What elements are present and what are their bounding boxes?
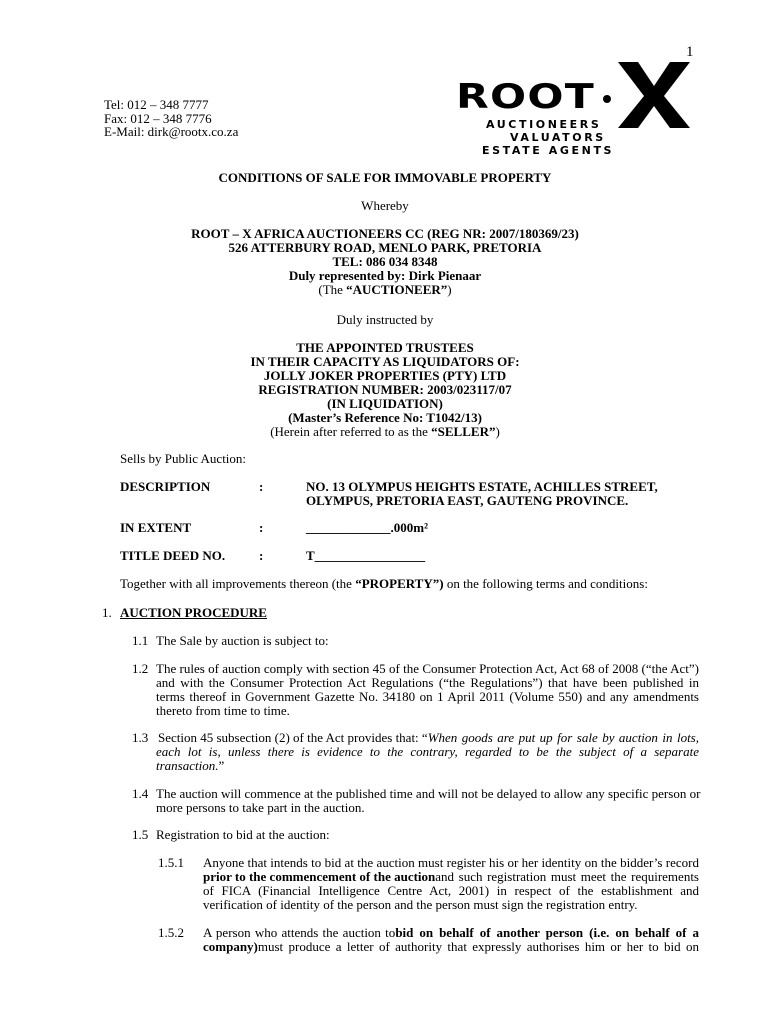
extent-label: IN EXTENT (120, 520, 192, 535)
clause-1-3-quote-end: transaction. (156, 758, 219, 773)
section-heading: AUCTION PROCEDURE (120, 605, 267, 620)
auctioneer-line3: TEL: 086 034 8348 (332, 254, 438, 269)
tel-text: Tel: 012 – 348 7777 (104, 97, 209, 112)
duly-instructed-text: Duly instructed by (336, 312, 434, 327)
clause-1-3-close-quote: ” (218, 758, 225, 773)
together-text (120, 576, 648, 592)
clause-1-3-line2: each lot is, unless there is evidence to the contrary, regarded to be the subject of a separate (156, 744, 699, 759)
auctioneer-label: “AUCTIONEER” (346, 282, 448, 297)
clause-1-2-line1: The rules of auction comply with section 45 of the Consumer Protection Act, Act 68 of 2008 (“the Act”) (156, 661, 699, 676)
clause-1-3-quote-start: When goods are put up for sale by auction in lots, (427, 730, 699, 745)
document-title: CONDITIONS OF SALE FOR IMMOVABLE PROPERTY (218, 170, 552, 185)
whereby-text: Whereby (361, 198, 409, 213)
description-value-line1: NO. 13 OLYMPUS HEIGHTS ESTATE, ACHILLES STREET, (306, 479, 658, 494)
seller-line7-pre: (Herein after referred to as the (270, 424, 432, 439)
auctioneer-line1: ROOT – X AFRICA AUCTIONEERS CC (REG NR: 2007/180369/23) (191, 226, 579, 241)
seller-line4: REGISTRATION NUMBER: 2003/023117/07 (258, 382, 512, 397)
clause-1-3-line3 (156, 758, 224, 774)
clause-1-5-2-emphasis: bid on behalf of another person (i.e. on behalf of a (395, 925, 699, 940)
clause-1-5-2-emphasis-end: company) (203, 939, 258, 954)
clause-1-4-line1: The auction will commence at the published time and will not be delayed to allow any specific person or (156, 786, 701, 801)
clause-1-5-1-line4: verification of identity of the person and the person must sign the registration entry. (203, 897, 638, 912)
clause-1-4-line2: more persons to take part in the auction. (156, 800, 365, 815)
description-colon: : (259, 479, 264, 494)
clause-1-5-1-emphasis: prior to the commencement of the auction (203, 869, 436, 884)
fax-text: Fax: 012 – 348 7776 (104, 111, 212, 126)
title-deed-value: T_________________ (306, 548, 426, 563)
clause-1-2-number: 1.2 (132, 661, 149, 676)
clause-1-5-2-number: 1.5.2 (158, 925, 184, 940)
extent-colon: : (259, 520, 264, 535)
page-number: 1 (686, 44, 694, 60)
description-label: DESCRIPTION (120, 479, 211, 494)
logo-name: ROOT (456, 77, 595, 117)
extent-value: _____________.000m² (306, 520, 428, 535)
logo-dot (603, 95, 611, 103)
together-post: on the following terms and conditions: (443, 576, 648, 591)
clause-1-1-number: 1.1 (132, 633, 149, 648)
seller-line7-post: ) (495, 424, 500, 439)
title-deed-label: TITLE DEED NO. (120, 548, 226, 563)
clause-1-2-line3: terms thereof in Government Gazette No. 34180 on 1 April 2011 (Volume 550) and any amendments (156, 689, 699, 704)
clause-1-5-2-line1-pre: A person who attends the auction to (203, 925, 396, 940)
seller-line6: (Master’s Reference No: T1042/13) (288, 410, 482, 425)
clause-1-1-text: The Sale by auction is subject to: (156, 633, 329, 648)
auctioneer-line5 (0, 282, 770, 298)
rootx-logo (456, 58, 706, 158)
sells-by-text: Sells by Public Auction: (120, 451, 247, 466)
clause-1-5-number: 1.5 (132, 827, 149, 842)
clause-1-2-line2: and with the Consumer Protection Act Regulations (“the Regulations”) that have been published in (156, 675, 699, 690)
clause-1-4-number: 1.4 (132, 786, 149, 801)
auctioneer-line5-pre: (The (318, 282, 347, 297)
title-deed-colon: : (259, 548, 264, 563)
clause-1-5-1-line1: Anyone that intends to bid at the auction must register his or her identity on the bidder’s record (203, 855, 699, 870)
auctioneer-line5-post: ) (447, 282, 452, 297)
description-value-line2: OLYMPUS, PRETORIA EAST, GAUTENG PROVINCE. (306, 493, 629, 508)
logo-line-valuators: VALUATORS (510, 131, 606, 144)
clause-1-5-1-line3: of FICA (Financial Intelligence Centre Act, 2001) in respect of the establishment and (203, 883, 699, 898)
seller-line3: JOLLY JOKER PROPERTIES (PTY) LTD (263, 368, 507, 383)
clause-1-5-2-line2 (203, 939, 699, 955)
clause-1-5-2-line2-post: must produce a letter of authority that expressly authorises him or her to bid on (257, 939, 699, 954)
together-pre: Together with all improvements thereon (the (120, 576, 356, 591)
seller-line1: THE APPOINTED TRUSTEES (296, 340, 474, 355)
logo-line-auctioneers: AUCTIONEERS (486, 118, 602, 131)
section-number: 1. (102, 605, 112, 620)
clause-1-3-line1-pre: Section 45 subsection (2) of the Act provides that: “ (158, 730, 428, 745)
seller-line5: (IN LIQUIDATION) (327, 396, 443, 411)
clause-1-5-text: Registration to bid at the auction: (156, 827, 330, 842)
clause-1-5-1-line2-post: and such registration must meet the requirements (435, 869, 699, 884)
auctioneer-line2: 526 ATTERBURY ROAD, MENLO PARK, PRETORIA (228, 240, 542, 255)
clause-1-3-number: 1.3 (132, 730, 149, 745)
clause-1-2-line4: thereto from time to time. (156, 703, 290, 718)
property-label: “PROPERTY”) (355, 576, 444, 591)
logo-x-mark (614, 58, 694, 130)
clause-1-5-1-number: 1.5.1 (158, 855, 184, 870)
seller-label: “SELLER” (431, 424, 496, 439)
seller-line7 (0, 424, 770, 440)
email-text: E-Mail: dirk@rootx.co.za (104, 124, 239, 139)
auctioneer-line4: Duly represented by: Dirk Pienaar (288, 268, 482, 283)
seller-line2: IN THEIR CAPACITY AS LIQUIDATORS OF: (250, 354, 520, 369)
logo-line-estate-agents: ESTATE AGENTS (482, 144, 615, 157)
